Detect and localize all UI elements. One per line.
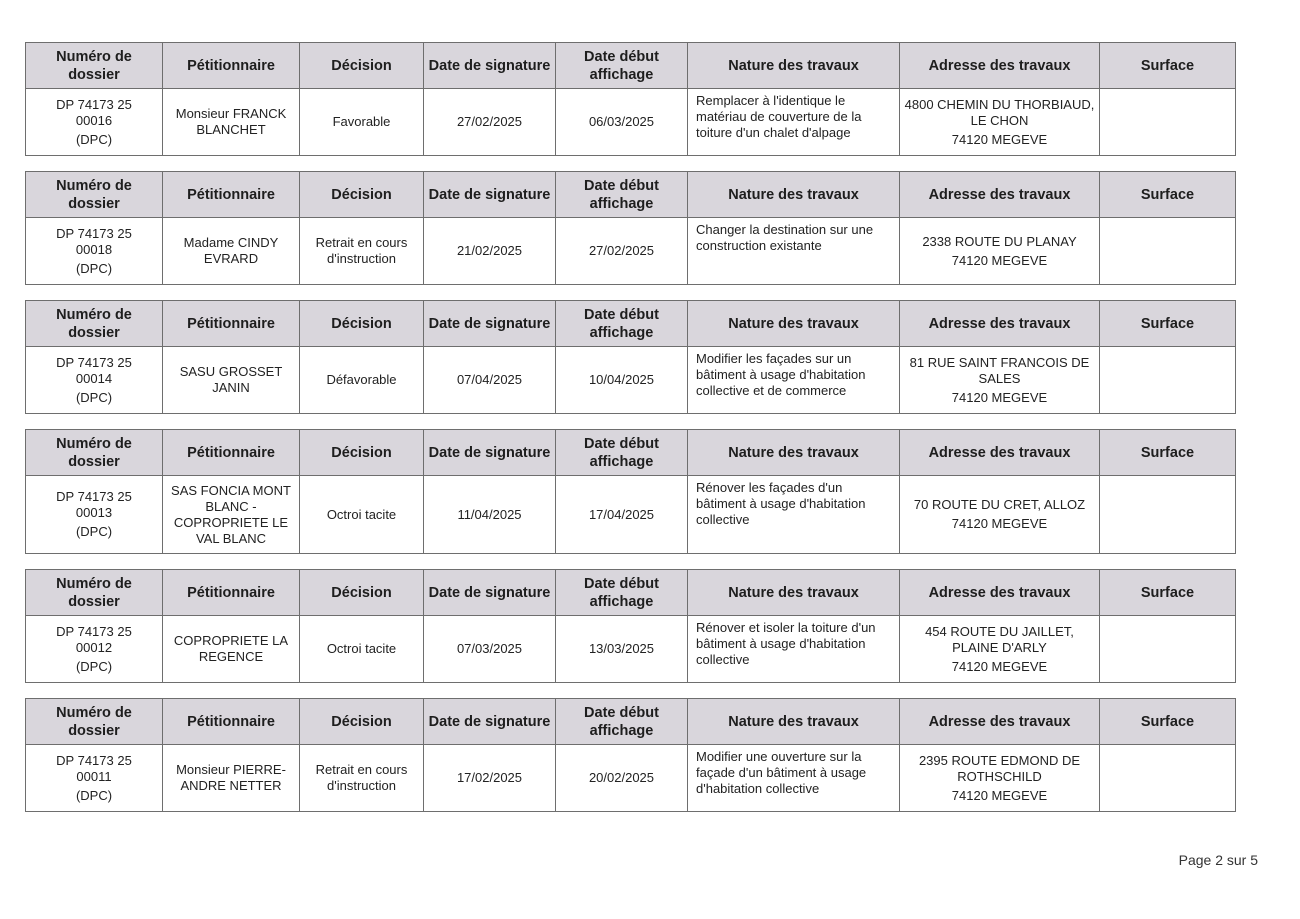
decision-cell: Favorable: [300, 89, 424, 156]
address-street: 454 ROUTE DU JAILLET, PLAINE D'ARLY: [925, 623, 1074, 655]
header-petitionnaire: Pétitionnaire: [163, 570, 300, 616]
table-row: [26, 347, 1236, 414]
header-row: [26, 43, 1236, 89]
header-adresse: Adresse des travaux: [900, 570, 1100, 616]
surface-cell: [1100, 89, 1236, 156]
dossier-cell: [26, 476, 163, 554]
dossier-number-part: 00011: [76, 768, 112, 784]
header-surface: Surface: [1100, 699, 1236, 745]
decision-cell: Octroi tacite: [300, 476, 424, 554]
address-city: 74120 MEGEVE: [951, 658, 1048, 674]
header-row: [26, 699, 1236, 745]
header-nature: Nature des travaux: [688, 301, 900, 347]
address-city: 74120 MEGEVE: [951, 516, 1048, 531]
header-adresse: Adresse des travaux: [900, 43, 1100, 89]
dossier-cell: [26, 616, 163, 683]
header-petitionnaire: Pétitionnaire: [163, 301, 300, 347]
decision-cell: Retrait en cours d'instruction: [300, 218, 424, 285]
header-petitionnaire: Pétitionnaire: [163, 699, 300, 745]
dossier-number-part: 00018: [75, 241, 113, 257]
header-adresse: Adresse des travaux: [900, 430, 1100, 476]
date-signature-cell: 11/04/2025: [424, 476, 556, 554]
header-petitionnaire: Pétitionnaire: [163, 43, 300, 89]
surface-cell: [1100, 616, 1236, 683]
nature-cell: Changer la destination sur une construction existante: [688, 218, 900, 285]
date-signature-cell: 21/02/2025: [424, 218, 556, 285]
header-decision: Décision: [300, 301, 424, 347]
petitionnaire-cell: SASU GROSSET JANIN: [163, 347, 300, 414]
nature-cell: Rénover les façades d'un bâtiment à usage d'habitation collective: [688, 476, 900, 554]
dossier-number-part: DP 74173 25: [56, 354, 132, 370]
permit-table: [25, 300, 1236, 414]
header-adresse: Adresse des travaux: [900, 301, 1100, 347]
adresse-cell: [900, 616, 1100, 683]
date-affichage-cell: 10/04/2025: [556, 347, 688, 414]
header-decision: Décision: [300, 172, 424, 218]
header-nature: Nature des travaux: [688, 570, 900, 616]
table-row: [26, 89, 1236, 156]
adresse-cell: [900, 476, 1100, 554]
address-city: 74120 MEGEVE: [951, 252, 1048, 268]
header-nature: Nature des travaux: [688, 172, 900, 218]
dossier-number-part: (DPC): [75, 131, 113, 147]
dossier-number-part: (DPC): [75, 389, 113, 405]
header-adresse: Adresse des travaux: [900, 172, 1100, 218]
date-affichage-cell: 13/03/2025: [556, 616, 688, 683]
header-date-affichage: Date début affichage: [556, 570, 688, 616]
address-street: 2395 ROUTE EDMOND DE ROTHSCHILD: [918, 752, 1081, 784]
header-decision: Décision: [300, 570, 424, 616]
header-row: [26, 301, 1236, 347]
header-date-affichage: Date début affichage: [556, 301, 688, 347]
header-date-signature: Date de signature: [424, 172, 556, 218]
date-signature-cell: 27/02/2025: [424, 89, 556, 156]
dossier-number-part: DP 74173 25: [56, 752, 132, 768]
header-surface: Surface: [1100, 301, 1236, 347]
table-row: [26, 616, 1236, 683]
surface-cell: [1100, 218, 1236, 285]
header-date-signature: Date de signature: [424, 570, 556, 616]
dossier-number-part: 00012: [75, 639, 113, 655]
date-affichage-cell: 17/04/2025: [556, 476, 688, 554]
address-city: 74120 MEGEVE: [951, 131, 1048, 147]
surface-cell: [1100, 476, 1236, 554]
dossier-number-part: DP 74173 25: [56, 225, 132, 241]
dossier-cell: [26, 745, 163, 812]
header-date-affichage: Date début affichage: [556, 43, 688, 89]
header-surface: Surface: [1100, 172, 1236, 218]
address-street: 81 RUE SAINT FRANCOIS DE SALES: [909, 354, 1090, 386]
nature-cell: Remplacer à l'identique le matériau de couverture de la toiture d'un chalet d'alpage: [688, 89, 900, 156]
dossier-number-part: 00014: [75, 370, 113, 386]
header-dossier: Numéro de dossier: [26, 43, 163, 89]
decision-cell: Octroi tacite: [300, 616, 424, 683]
petitionnaire-cell: COPROPRIETE LA REGENCE: [163, 616, 300, 683]
page-number: Page 2 sur 5: [1178, 852, 1258, 868]
petitionnaire-cell: Madame CINDY EVRARD: [163, 218, 300, 285]
nature-cell: Modifier les façades sur un bâtiment à usage d'habitation collective et de commerce: [688, 347, 900, 414]
header-decision: Décision: [300, 430, 424, 476]
permit-table: [25, 42, 1236, 156]
header-row: [26, 570, 1236, 616]
date-signature-cell: 07/03/2025: [424, 616, 556, 683]
nature-cell: Rénover et isoler la toiture d'un bâtiment à usage d'habitation collective: [688, 616, 900, 683]
header-date-affichage: Date début affichage: [556, 430, 688, 476]
dossier-number-part: DP 74173 25: [56, 489, 132, 504]
header-petitionnaire: Pétitionnaire: [163, 172, 300, 218]
dossier-cell: [26, 347, 163, 414]
date-affichage-cell: 20/02/2025: [556, 745, 688, 812]
decision-cell: Défavorable: [300, 347, 424, 414]
date-signature-cell: 17/02/2025: [424, 745, 556, 812]
petitionnaire-cell: Monsieur FRANCK BLANCHET: [163, 89, 300, 156]
nature-cell: Modifier une ouverture sur la façade d'un bâtiment à usage d'habitation collective: [688, 745, 900, 812]
header-dossier: Numéro de dossier: [26, 570, 163, 616]
date-affichage-cell: 27/02/2025: [556, 218, 688, 285]
permit-list: [25, 42, 1235, 827]
dossier-cell: [26, 218, 163, 285]
table-row: [26, 218, 1236, 285]
permit-table: [25, 429, 1236, 554]
header-petitionnaire: Pétitionnaire: [163, 430, 300, 476]
address-street: 2338 ROUTE DU PLANAY: [922, 233, 1077, 249]
header-dossier: Numéro de dossier: [26, 172, 163, 218]
surface-cell: [1100, 347, 1236, 414]
header-adresse: Adresse des travaux: [900, 699, 1100, 745]
petitionnaire-cell: Monsieur PIERRE-ANDRE NETTER: [163, 745, 300, 812]
header-nature: Nature des travaux: [688, 43, 900, 89]
header-row: [26, 172, 1236, 218]
dossier-number-part: (DPC): [75, 260, 113, 276]
dossier-number-part: 00016: [75, 112, 113, 128]
header-nature: Nature des travaux: [688, 430, 900, 476]
permit-table: [25, 569, 1236, 683]
header-dossier: Numéro de dossier: [26, 301, 163, 347]
dossier-number-part: 00013: [75, 505, 113, 520]
date-signature-cell: 07/04/2025: [424, 347, 556, 414]
table-row: [26, 476, 1236, 554]
permit-table: [25, 698, 1236, 812]
header-surface: Surface: [1100, 43, 1236, 89]
header-row: [26, 430, 1236, 476]
header-decision: Décision: [300, 699, 424, 745]
dossier-number-part: (DPC): [75, 658, 113, 674]
address-street: 70 ROUTE DU CRET, ALLOZ: [913, 497, 1086, 512]
header-surface: Surface: [1100, 570, 1236, 616]
dossier-number-part: DP 74173 25: [56, 623, 132, 639]
header-surface: Surface: [1100, 430, 1236, 476]
header-decision: Décision: [300, 43, 424, 89]
address-city: 74120 MEGEVE: [951, 787, 1048, 803]
adresse-cell: [900, 347, 1100, 414]
header-date-signature: Date de signature: [424, 430, 556, 476]
table-row: [26, 745, 1236, 812]
adresse-cell: [900, 745, 1100, 812]
header-date-signature: Date de signature: [424, 699, 556, 745]
header-date-affichage: Date début affichage: [556, 172, 688, 218]
dossier-number-part: DP 74173 25: [56, 96, 132, 112]
dossier-cell: [26, 89, 163, 156]
petitionnaire-cell: SAS FONCIA MONT BLANC - COPROPRIETE LE VAL BLANC: [163, 476, 300, 554]
decision-cell: Retrait en cours d'instruction: [300, 745, 424, 812]
dossier-number-part: (DPC): [75, 787, 113, 803]
date-affichage-cell: 06/03/2025: [556, 89, 688, 156]
header-date-signature: Date de signature: [424, 301, 556, 347]
address-street: 4800 CHEMIN DU THORBIAUD, LE CHON: [904, 96, 1095, 128]
permit-table: [25, 171, 1236, 285]
adresse-cell: [900, 89, 1100, 156]
header-nature: Nature des travaux: [688, 699, 900, 745]
adresse-cell: [900, 218, 1100, 285]
address-city: 74120 MEGEVE: [951, 389, 1048, 405]
header-dossier: Numéro de dossier: [26, 699, 163, 745]
header-dossier: Numéro de dossier: [26, 430, 163, 476]
surface-cell: [1100, 745, 1236, 812]
header-date-affichage: Date début affichage: [556, 699, 688, 745]
dossier-number-part: (DPC): [75, 524, 113, 539]
header-date-signature: Date de signature: [424, 43, 556, 89]
